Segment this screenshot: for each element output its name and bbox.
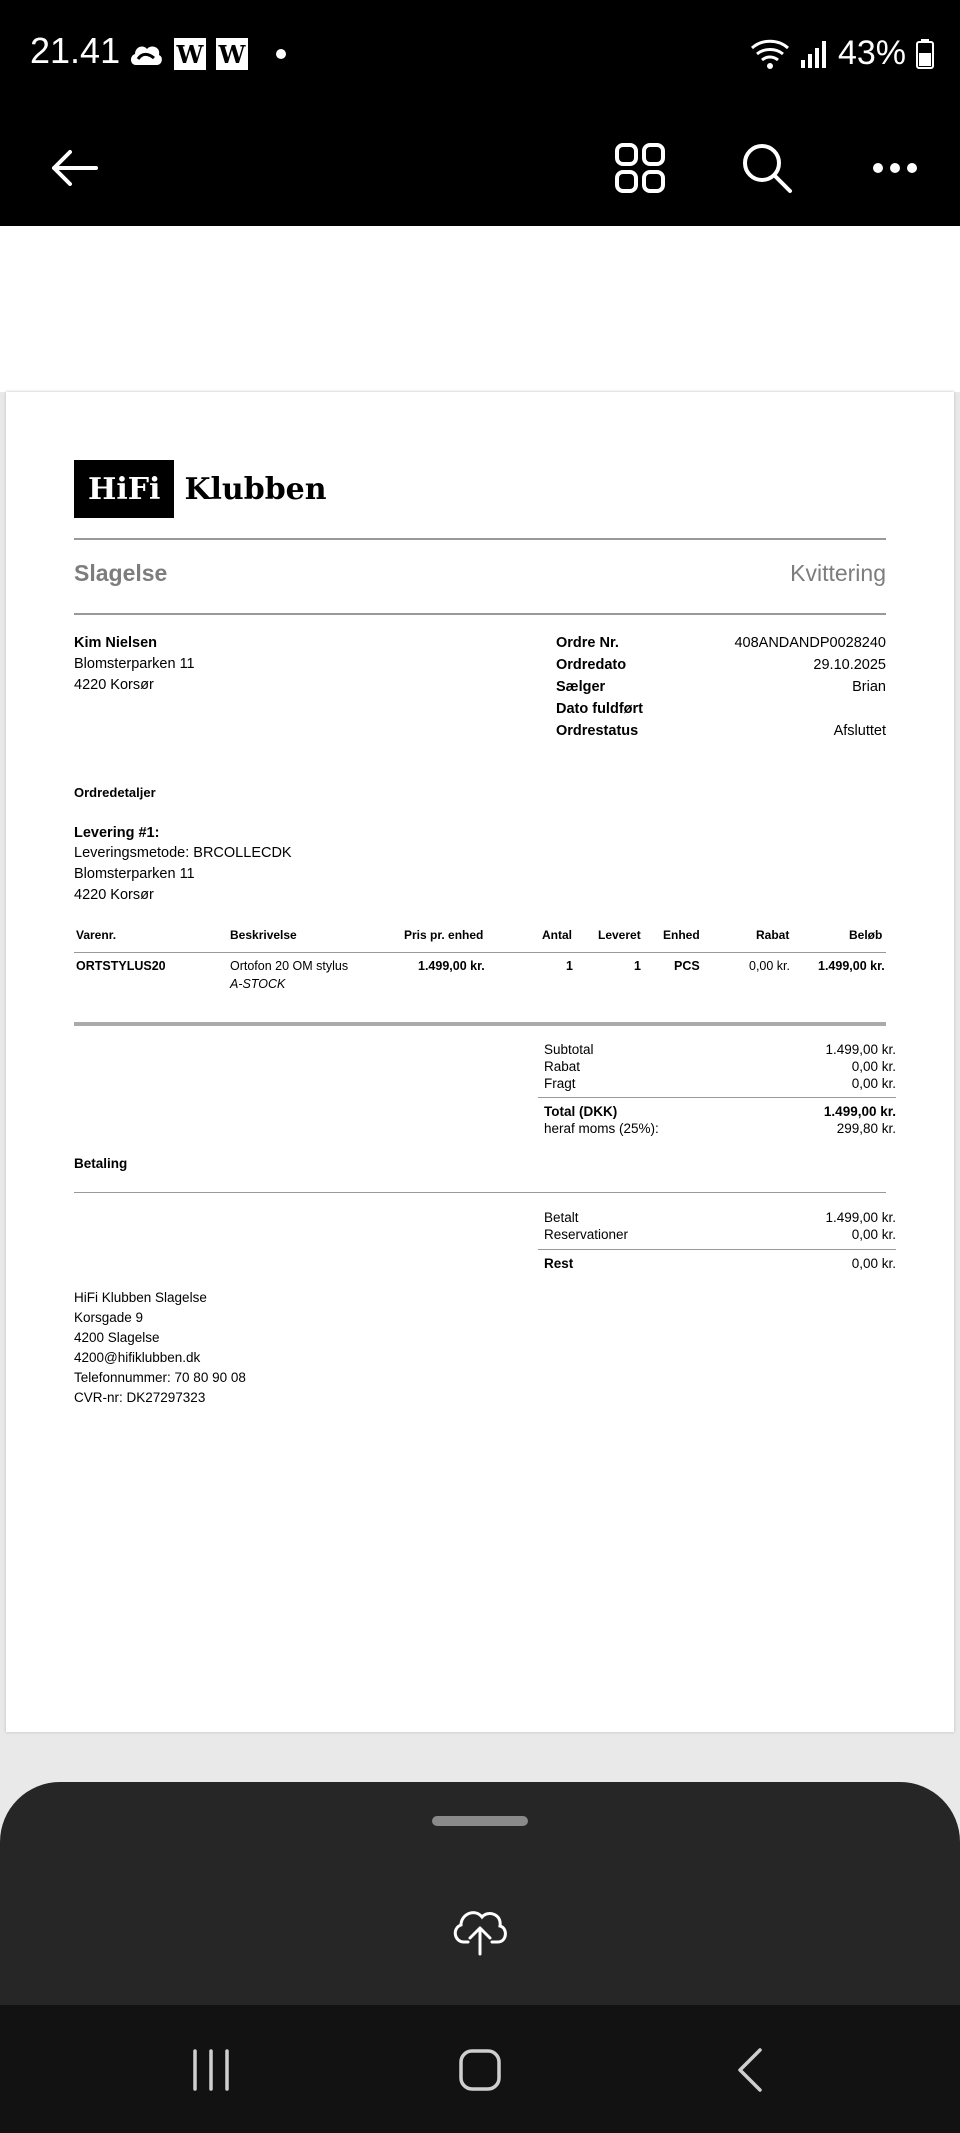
recents-icon	[189, 2049, 233, 2091]
system-nav-bar	[0, 2005, 960, 2133]
discount-value: 0,00 kr.	[851, 1059, 896, 1074]
delivery-city: 4220 Korsør	[74, 887, 154, 903]
viewer-toolbar	[0, 108, 960, 226]
search-icon	[741, 142, 793, 194]
footer-phone: Telefonnummer: 70 80 90 08	[74, 1370, 246, 1385]
col-discount: Rabat	[756, 928, 790, 942]
status-bar	[0, 0, 960, 108]
payment-divider	[74, 1192, 886, 1193]
info-label: Ordredato	[556, 657, 627, 673]
paid-label: Betalt	[544, 1210, 579, 1225]
status-time: 21.41	[30, 30, 121, 71]
delivery-title: Levering #1:	[74, 825, 160, 841]
footer-cvr: CVR-nr: DK27297323	[74, 1390, 206, 1405]
divider-top	[74, 538, 886, 540]
nav-back-button[interactable]	[715, 2035, 785, 2105]
col-unit: Enhed	[663, 928, 700, 942]
vat-value: 299,80 kr.	[836, 1121, 896, 1136]
status-right	[750, 34, 934, 73]
back-chevron-icon	[735, 2047, 765, 2093]
bottom-sheet	[0, 1782, 960, 2005]
cloud-upload-icon	[448, 1896, 512, 1960]
grid-icon	[615, 143, 665, 193]
shipping-row	[544, 1076, 896, 1094]
rest-row	[544, 1256, 896, 1274]
recents-button[interactable]	[176, 2035, 246, 2105]
search-button[interactable]	[727, 128, 807, 208]
customer-city: 4220 Korsør	[74, 677, 154, 693]
w-app-icon: W	[174, 38, 206, 70]
logo-text: Klubben	[184, 471, 327, 507]
info-value: Afsluttet	[833, 723, 886, 739]
store-name: Slagelse	[74, 560, 168, 586]
receipt-page	[6, 392, 954, 1732]
grid-view-button[interactable]	[600, 128, 680, 208]
vat-label: heraf moms (25%):	[544, 1121, 659, 1136]
home-icon	[458, 2048, 502, 2092]
hifi-klubben-logo	[74, 460, 327, 518]
back-button[interactable]	[34, 128, 114, 208]
total-value: 1.499,00 kr.	[823, 1104, 896, 1119]
cloud-icon	[128, 41, 164, 67]
arrow-left-icon	[50, 148, 98, 188]
row-unit: PCS	[674, 959, 700, 973]
battery-icon	[916, 39, 934, 69]
delivery-method: Leveringsmetode: BRCOLLECDK	[74, 845, 292, 861]
signal-icon	[800, 40, 828, 68]
row-amount: 1.499,00 kr.	[818, 959, 885, 973]
info-label: Ordrestatus	[556, 723, 639, 739]
reservations-value: 0,00 kr.	[851, 1227, 896, 1242]
w-app-icon-2: W	[216, 38, 248, 70]
divider-header	[74, 613, 886, 615]
payment-heading: Betaling	[74, 1156, 128, 1171]
col-amount: Beløb	[849, 928, 883, 942]
reservations-label: Reservationer	[544, 1227, 629, 1242]
discount-row	[544, 1059, 896, 1077]
info-value: Brian	[852, 679, 886, 695]
footer-street: Korsgade 9	[74, 1310, 144, 1325]
col-description: Beskrivelse	[230, 928, 297, 942]
notification-icons	[128, 36, 286, 72]
customer-name: Kim Nielsen	[74, 635, 157, 651]
more-options-button[interactable]	[855, 128, 935, 208]
info-value: 408ANDANDP0028240	[734, 635, 886, 651]
footer-city: 4200 Slagelse	[74, 1330, 160, 1345]
table-header-divider	[74, 952, 886, 953]
document-type: Kvittering	[790, 560, 886, 586]
row-sku: ORTSTYLUS20	[76, 959, 166, 973]
total-row	[544, 1104, 896, 1122]
discount-label: Rabat	[544, 1059, 581, 1074]
row-delivered: 1	[634, 959, 641, 973]
vat-row	[544, 1121, 896, 1139]
footer-store: HiFi Klubben Slagelse	[74, 1290, 207, 1305]
info-label: Dato fuldført	[556, 701, 643, 717]
col-delivered: Leveret	[598, 928, 641, 942]
home-button[interactable]	[445, 2035, 515, 2105]
rest-value: 0,00 kr.	[851, 1256, 896, 1271]
col-qty: Antal	[542, 928, 572, 942]
totals-divider	[538, 1097, 896, 1098]
row-discount: 0,00 kr.	[749, 959, 790, 973]
row-stock: A-STOCK	[230, 977, 286, 991]
battery-percent: 43%	[837, 34, 906, 72]
col-sku: Varenr.	[76, 928, 117, 942]
row-price: 1.499,00 kr.	[418, 959, 485, 973]
rest-label: Rest	[544, 1256, 574, 1271]
upload-button[interactable]	[448, 1896, 512, 1960]
payment-totals-divider	[538, 1249, 896, 1250]
subtotal-value: 1.499,00 kr.	[825, 1042, 896, 1057]
total-label: Total (DKK)	[544, 1104, 618, 1119]
table-bottom-divider	[74, 1022, 886, 1026]
shipping-label: Fragt	[544, 1076, 576, 1091]
shipping-value: 0,00 kr.	[851, 1076, 896, 1091]
footer-email: 4200@hifiklubben.dk	[74, 1350, 201, 1365]
logo-box: HiFi	[74, 460, 174, 518]
reservations-row	[544, 1227, 896, 1245]
paid-row	[544, 1210, 896, 1228]
more-dots-icon	[872, 162, 918, 174]
info-label: Ordre Nr.	[556, 635, 619, 651]
row-description: Ortofon 20 OM stylus	[230, 959, 349, 973]
info-label: Sælger	[556, 679, 606, 695]
document-top-area	[0, 226, 960, 392]
order-details-heading: Ordredetaljer	[74, 785, 156, 800]
customer-street: Blomsterparken 11	[74, 656, 195, 672]
col-price: Pris pr. enhed	[404, 928, 484, 942]
delivery-street: Blomsterparken 11	[74, 866, 195, 882]
info-value: 29.10.2025	[813, 657, 886, 673]
subtotal-row	[544, 1042, 896, 1060]
subtotal-label: Subtotal	[544, 1042, 594, 1057]
sheet-drag-handle[interactable]	[432, 1816, 528, 1826]
wifi-icon	[750, 38, 790, 70]
more-notifications-dot	[276, 49, 286, 59]
paid-value: 1.499,00 kr.	[825, 1210, 896, 1225]
row-qty: 1	[566, 959, 573, 973]
